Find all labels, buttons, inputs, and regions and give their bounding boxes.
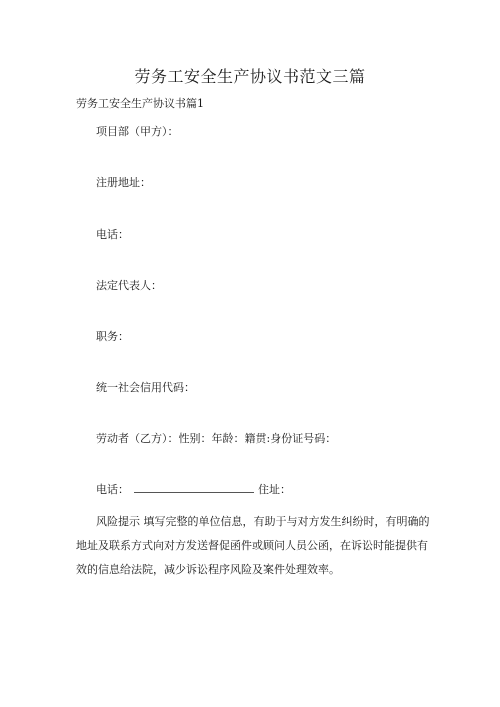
field-laborer-info: 劳动者（乙方）：性别：年龄：籍贯:身份证号码： [96, 432, 337, 445]
field-phone-address-row [96, 481, 291, 497]
document-title: 劳务工安全生产协议书范文三篇 [134, 67, 366, 86]
risk-note-text: 风险提示 填写完整的单位信息，有助于与对方发生纠纷时，有明确的地址及联系方式向对方发送督促函件或顾问人员公函，在诉讼时能提供有效的信息给法院，减少诉讼程序风险及案件处理效率。 [76, 515, 430, 576]
field-phone: 电话： [96, 228, 129, 241]
field-phone-label: 电话： [96, 483, 129, 496]
field-legal-representative: 法定代表人： [96, 279, 162, 292]
field-credit-code: 统一社会信用代码： [96, 381, 195, 394]
field-address-label: 住址： [258, 483, 291, 496]
field-position: 职务： [96, 330, 129, 343]
risk-note-paragraph [76, 510, 436, 582]
phone-blank-line [134, 482, 254, 493]
field-project-dept: 项目部（甲方）： [96, 125, 179, 138]
section-heading: 劳务工安全生产协议书篇1 [76, 97, 204, 110]
field-registered-address: 注册地址： [96, 176, 151, 189]
